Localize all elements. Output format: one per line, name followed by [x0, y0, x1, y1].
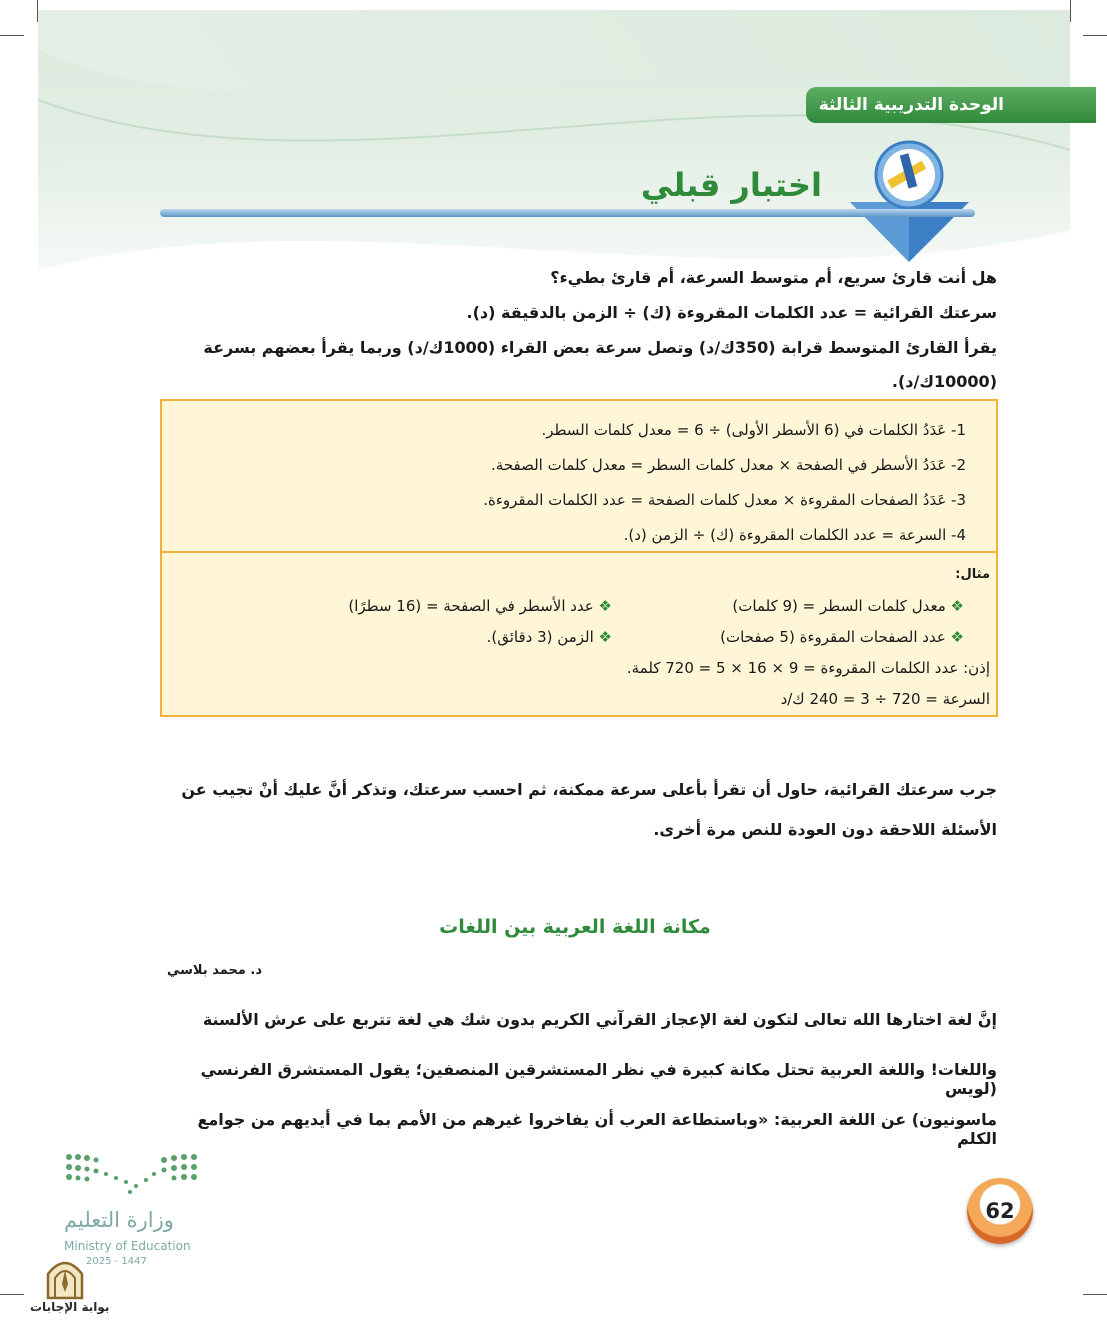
unit-tab [806, 87, 1096, 123]
crop-mark [1083, 35, 1107, 36]
instruction-line1: جرب سرعتك القرائية، حاول أن تقرأ بأعلى سرعة ممكنة، ثم احسب سرعتك، وتذكر أنَّ عليك أنْ تجيب عن [181, 780, 997, 799]
example-box [160, 551, 998, 717]
portal-logo-icon [44, 1256, 86, 1300]
step-4: 4- السرعة = عدد الكلمات المقروءة (ك) ÷ الزمن (د). [623, 526, 966, 544]
section-title: اختبار قبلي [640, 166, 822, 204]
title-underline [160, 209, 975, 217]
ministry-name-ar: وزارة التعليم [64, 1208, 174, 1232]
portal-label: بوابة الإجابات [30, 1300, 110, 1314]
bullet-icon: ❖ [598, 628, 612, 646]
crop-mark [1070, 0, 1071, 22]
bullet-icon: ❖ [598, 597, 612, 615]
intro-average-line1: يقرأ القارئ المتوسط قرابة (350ك/د) وتصل سرعة بعض القراء (1000ك/د) وربما يقرأ بعضهم بسرعة [203, 338, 997, 357]
steps-box [160, 399, 998, 553]
article-author: د. محمد بلاسي [167, 963, 262, 978]
intro-formula: سرعتك القرائية = عدد الكلمات المقروءة (ك) ÷ الزمن بالدقيقة (د). [466, 303, 997, 322]
ministry-name-en: Ministry of Education [64, 1239, 191, 1253]
article-line1: إنَّ لغة اختارها الله تعالى لتكون لغة الإعجاز القرآني الكريم بدون شك هي لغة تتربع على عرش الألسنة [202, 1010, 997, 1029]
example-label: مثال: [955, 567, 990, 582]
crop-mark [1083, 1294, 1107, 1295]
example-item-time: ❖ الزمن (3 دقائق). [486, 628, 612, 646]
bullet-icon: ❖ [950, 597, 964, 615]
intro-average-line2: (10000ك/د). [891, 372, 997, 391]
article-line3: ماسونيون) عن اللغة العربية: «وباستطاعة العرب أن يفاخروا غيرهم من الأمم بما في أيديهم من جوامع الكلم [197, 1110, 997, 1148]
bullet-icon: ❖ [950, 628, 964, 646]
step-2: 2- عَدَدُ الأسطر في الصفحة × معدل كلمات السطر = معدل كلمات الصفحة. [491, 456, 966, 474]
example-item-pages-read: ❖ عدد الصفحات المقروءة (5 صفحات) [720, 628, 964, 646]
example-item-words-per-line: ❖ معدل كلمات السطر = (9 كلمات) [732, 597, 964, 615]
crop-mark [0, 35, 24, 36]
instruction-line2: الأسئلة اللاحقة دون العودة للنص مرة أخرى. [653, 820, 997, 839]
example-result-words: إذن: عدد الكلمات المقروءة = 9 × 16 × 5 = 720 كلمة. [626, 659, 990, 677]
ministry-logo-icon [64, 1152, 199, 1197]
step-3: 3- عَدَدُ الصفحات المقروءة × معدل كلمات الصفحة = عدد الكلمات المقروءة. [483, 491, 966, 509]
example-item-lines-per-page: ❖ عدد الأسطر في الصفحة = (16 سطرًا) [348, 597, 612, 615]
article-title: مكانة اللغة العربية بين اللغات [439, 916, 711, 938]
pencil-badge-icon [842, 140, 977, 265]
ministry-years: 2025 - 1447 [86, 1256, 147, 1267]
intro-question: هل أنت قارئ سريع، أم متوسط السرعة، أم قارئ بطيء؟ [550, 268, 997, 287]
crop-mark [0, 1294, 24, 1295]
step-1: 1- عَدَدُ الكلمات في (6 الأسطر الأولى) ÷ 6 = معدل كلمات السطر. [541, 421, 966, 439]
example-result-speed: السرعة = 720 ÷ 3 = 240 ك/د [780, 690, 990, 708]
page-number: 62 [967, 1178, 1033, 1244]
unit-label: الوحدة التدريبية الثالثة [818, 95, 1004, 115]
article-line2: واللغات! واللغة العربية تحتل مكانة كبيرة في نظر المستشرقين المنصفين؛ يقول المستشرق الفرنسي (لويس [200, 1060, 997, 1098]
